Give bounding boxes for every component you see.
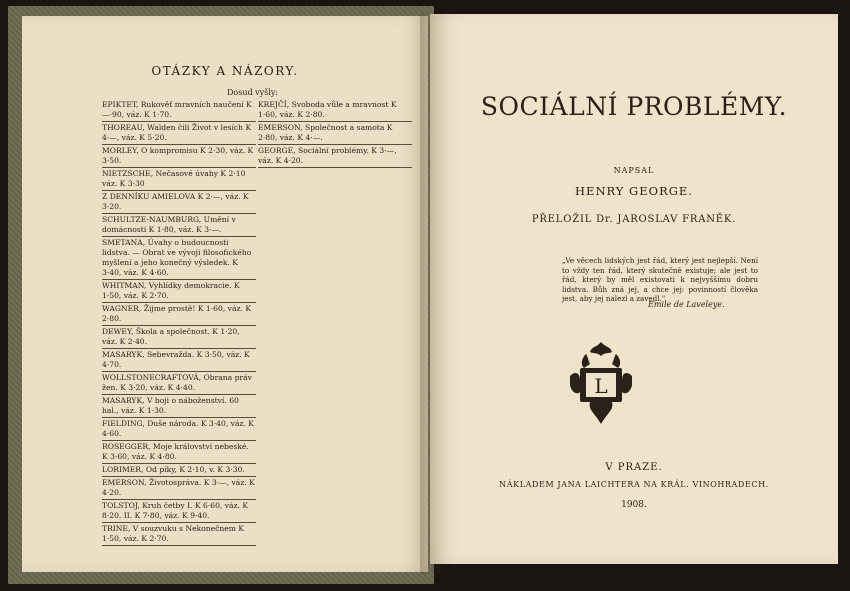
title-page	[430, 14, 838, 564]
book-list-entry: MASARYK, Sebevražda. K 3·50, váz. K 4·70.	[102, 350, 256, 372]
epigraph-author: Emile de Laveleye.	[648, 300, 725, 309]
book-list-entry: EMERSON, Životospráva. K 3·—, váz. K 4·20.	[102, 478, 256, 500]
book-title: SOCIÁLNÍ PROBLÉMY.	[480, 92, 788, 121]
book-list-entry: SCHULTZE-NAUMBURG, Umění v domácnosti K 1·80, váz. K 3·—.	[102, 215, 256, 237]
book-list-entry: MORLEY, O kompromisu K 2·30, váz. K 3·50.	[102, 146, 256, 168]
book-list-column-2	[258, 100, 412, 169]
book-list-entry: DEWEY, Škola a společnost. K 1·20, váz. K 2·40.	[102, 327, 256, 349]
series-title: OTÁZKY A NÁZORY.	[151, 64, 299, 78]
book-list-entry: WHITMAN, Vyhlídky demokracie. K 1·50, váz. K 2·70.	[102, 281, 256, 303]
book-list-entry: SMETANA, Úvahy o budoucnosti lidstva. — Obrat ve vývoji filosofického myšlení a jeho konečný výsledek. K 3·40, váz. K 4·60.	[102, 238, 256, 280]
book-list-entry: Z DENNÍKU AMIELOVA K 2·—, váz. K 3·20.	[102, 192, 256, 214]
publisher-emblem-icon	[566, 340, 636, 426]
book-list-entry: TOLSTOJ, Kruh četby I. K 6·60, váz. K 8·20. II. K 7·80, váz. K 9·40.	[102, 501, 256, 523]
book-list-entry: WOLLSTONECRAFTOVÁ, Obrana práv žen. K 3·20, váz. K 4·40.	[102, 373, 256, 395]
book-list-entry: NIETZSCHE, Nečasové úvahy K 2·10 váz. K 3·30	[102, 169, 256, 191]
book-list-entry: THOREAU, Walden čili Život v lesích K 4·—, váz. K 5·20.	[102, 123, 256, 145]
book-list-entry: MASARYK, V boji o náboženství. 60 hal., váz. K 1·30.	[102, 396, 256, 418]
book-list-entry: LORIMER, Od píky, K 2·10, v. K 3·30.	[102, 465, 256, 477]
publication-place: V PRAZE.	[605, 462, 663, 473]
author-name: HENRY GEORGE.	[575, 184, 693, 198]
written-by-label: NAPSAL	[613, 166, 655, 175]
book-list-entry: KREJČÍ, Svoboda vůle a mravnost K 1·60, váz. K 2·80.	[258, 100, 412, 122]
book-list-entry: FIELDING, Duše národa. K 3·40, váz. K 4·60.	[102, 419, 256, 441]
book-list-entry: TRINE, V souzvuku s Nekonečnem K 1·50, váz. K 2·70.	[102, 524, 256, 546]
book-list-column-1	[102, 100, 256, 547]
series-subtitle: Dosud vyšly:	[227, 88, 279, 97]
book-list-entry: WAGNER, Žijme prostě! K 1·60, váz. K 2·80.	[102, 304, 256, 326]
publisher-line: NÁKLADEM JANA LAICHTERA NA KRÁL. VINOHRADECH.	[499, 480, 769, 489]
publication-year: 1908.	[621, 500, 647, 510]
book-list-entry: ROSEGGER, Moje království nebeské. K 3·60, váz. K 4·80.	[102, 442, 256, 464]
translator-line: PŘELOŽIL Dr. JAROSLAV FRANĚK.	[531, 214, 737, 225]
ornament-letter: L	[594, 374, 608, 398]
book-list-entry: EMERSON, Společnost a samota K 2·80, váz. K 4·—.	[258, 123, 412, 145]
left-page	[22, 16, 428, 572]
book-list-entry: EPIKTET, Rukověť mravních naučení K —·90, váz. K 1·70.	[102, 100, 256, 122]
epigraph-quote: „Ve věcech lidských jest řád, který jest nejlepší. Není to vždy ten řád, který skutečně existuje; ale jest to řád, který by měl existovati k nejvyššímu dobru lidstva. Bůh zná jej, a chce jej: povinností člověka jest, aby jej nalezl a zavedl."	[562, 256, 758, 304]
book-list-entry: GEORGE, Sociální problémy. K 3·—, váz. K 4·20.	[258, 146, 412, 168]
